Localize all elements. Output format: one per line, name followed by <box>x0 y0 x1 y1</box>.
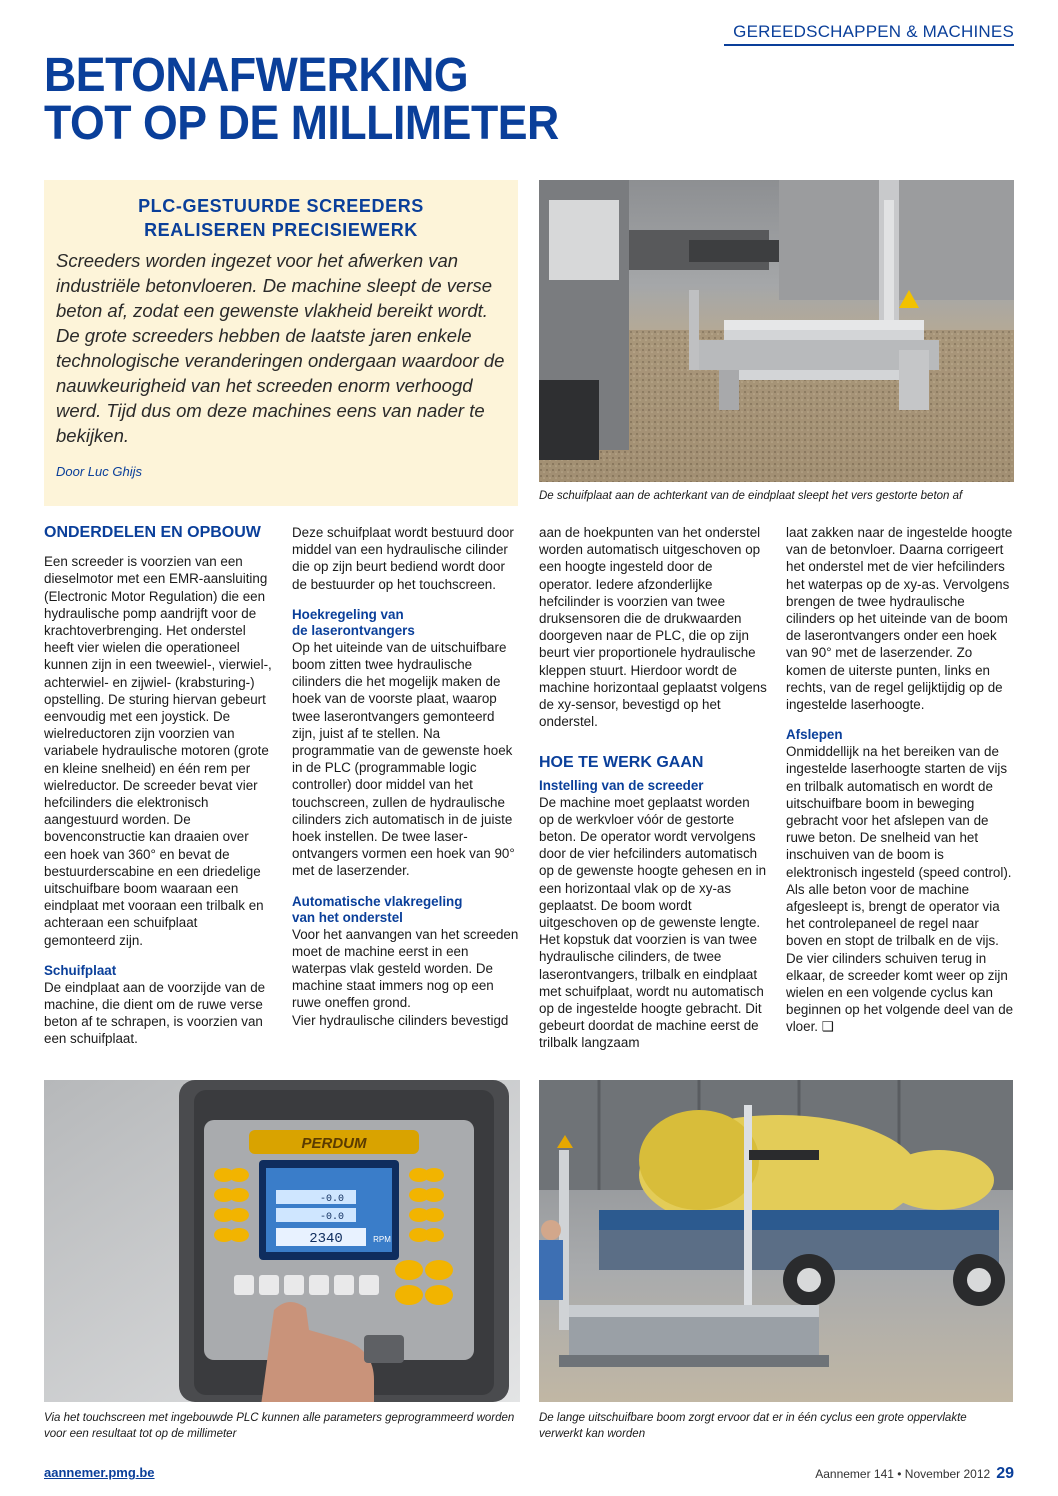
paragraph-instelling: De machine moet geplaatst worden op de werkvloer vóór de gestorte beton. De operator wordt vervolgens door de vier hefcilinders automatisch op de gewenste hoogte gehesen en in een horizontaal vlak op de xy-as geplaatst. De boom wordt uitgeschoven op de gewenste lengte. Het kopstuk dat voorzien is van twee hydraulische cilinders, de twee laserontvangers, trilbalk en eindplaat met schuifplaat, wordt nu automatisch op de ingestelde hoogte gebracht. Dit gebeurt doordat de machine eerst de trilbalk langzaam <box>539 794 767 1051</box>
footer-issue-text: Aannemer 141 • November 2012 <box>815 1467 991 1481</box>
section-rule <box>724 44 1014 46</box>
heading-vlakregeling <box>292 894 520 926</box>
paragraph-schuifplaat: De eindplaat aan de voorzijde van de machine, die dient om de ruwe verse beton af te schrapen, is voorzien van een schuifplaat. <box>44 979 266 1047</box>
heading-hoekregeling-line-2: de laserontvangers <box>292 622 415 638</box>
footer-issue <box>815 1465 1014 1483</box>
console-brand: PERDUM <box>301 1135 367 1152</box>
screen-value-1: -0.0 <box>319 1194 344 1205</box>
article-column-2 <box>292 524 520 1029</box>
heading-hoekregeling <box>292 607 520 639</box>
heading-hoekregeling-line-1: Hoekregeling van <box>292 606 404 622</box>
screed-plate-illustration <box>539 180 1014 482</box>
paragraph-col2-start: Deze schuifplaat wordt bestuurd door middel van een hydraulische cilinder die op zijn beurt bediend wordt door de bestuurder op het touchscreen. <box>292 525 514 592</box>
paragraph-vlakregeling-2: Vier hydraulische cilinders bevestigd <box>292 1012 509 1028</box>
photo-control-console <box>44 1080 520 1402</box>
section-label: GEREEDSCHAPPEN & MACHINES <box>733 22 1014 41</box>
article-column-1 <box>44 524 272 1048</box>
caption-bottom-left: Via het touchscreen met ingebouwde PLC kunnen alle parameters geprogrammeerd worden voor een resultaat tot op de millimeter <box>44 1412 515 1440</box>
footer-website-link[interactable]: aannemer.pmg.be <box>44 1465 155 1480</box>
heading-vlakregeling-line-2: van het onderstel <box>292 909 403 925</box>
heading-hoe-te-werk: HOE TE WERK GAAN <box>539 754 704 772</box>
page-title <box>44 49 621 150</box>
paragraph-vlakregeling: Voor het aanvangen van het screeden moet de machine eerst in een waterpas vlak gesteld worden. De machine staat immers nog op een ruwe oneffen grond. <box>292 926 519 1011</box>
paragraph-afslepen: Onmiddellijk na het bereiken van de ingestelde laserhoogte starten de vijs en trilbalk automatisch en wordt de uitschuifbare boom in beweging gebracht voor het afslepen van de ruwe beton. De snelheid van het inschuiven van de boom is elektronisch ingesteld (speed control). Als alle beton voor de machine afgesleept is, brengt de operator via het controlepaneel de regel naar boven en stopt de trilbalk en de vijs. De vier cilinders schuiven terug in elkaar, de screeder komt weer op zijn wielen en een volgende cyclus kan beginnen op het volgende deel van de vloer. ❑ <box>786 744 1014 1035</box>
intro-subtitle <box>56 194 506 242</box>
heading-vlakregeling-line-1: Automatische vlakregeling <box>292 893 463 909</box>
screen-value-2: -0.0 <box>319 1212 344 1223</box>
screen-rpm-unit: RPM <box>373 1235 391 1244</box>
screeder-truck-illustration <box>539 1080 1013 1402</box>
page-number: 29 <box>996 1465 1014 1482</box>
caption-bottom-right: De lange uitschuifbare boom zorgt ervoor dat er in één cyclus een grote oppervlakte verwerkt kan worden <box>539 1412 967 1440</box>
intro-subtitle-line-1: PLC-GESTUURDE SCREEDERS <box>138 196 424 216</box>
heading-afslepen: Afslepen <box>786 727 843 743</box>
title-line-1: BETONAFWERKING <box>44 49 469 102</box>
intro-box <box>44 180 518 506</box>
intro-subtitle-line-2: REALISEREN PRECISIEWERK <box>144 220 418 240</box>
paragraph-col4-start: laat zakken naar de ingestelde hoogte van de betonvloer. Daarna corrigeert het onderstel met de vier hefcilinders het waterpas op de xy-as. Vervolgens brengen de twee hydraulische cilinders op het uiteinde van de boom de laserontvangers onder een hoek van 90° met de laserzender. Zo komen de uiterste punten, links en rechts, van de regel gelijktijdig op de ingestelde laserhoogte. <box>786 525 1013 713</box>
title-line-2: TOT OP DE MILLIMETER <box>44 97 559 150</box>
heading-instelling: Instelling van de screeder <box>539 777 704 793</box>
heading-onderdelen: ONDERDELEN EN OPBOUW <box>44 524 261 541</box>
photo-screeder-truck <box>539 1080 1013 1402</box>
article-column-3 <box>539 524 767 1052</box>
photo-screed-plate <box>539 180 1014 482</box>
heading-schuifplaat: Schuifplaat <box>44 962 117 978</box>
intro-text: Screeders worden ingezet voor het afwerken van industriële betonvloeren. De machine sleept de verse beton af, zodat een gewenste vlakheid bereikt wordt. De grote screeders hebben de laatste jaren enkele technologische veranderingen ondergaan waardoor de nauwkeurigheid van het screeden enorm verhoogd werd. Tijd dus om deze machines eens van nader te bekijken. <box>56 250 505 446</box>
screen-rpm: 2340 <box>309 1231 343 1247</box>
paragraph-col3-start: aan de hoekpunten van het onderstel worden automatisch uitgeschoven op een hoogte ingesteld door de operator. Iedere afzonderlijke hefcilinder is voorzien van twee druksensoren die de drukwaarden doorgeven naar de PLC, die op zijn beurt vier proportionele hydraulische kleppen stuurt. Hierdoor wordt de machine horizontaal geplaatst volgens de xy-sensor, bevestigd op het onderstel. <box>539 525 767 730</box>
control-console-illustration <box>44 1080 520 1402</box>
caption-top: De schuifplaat aan de achterkant van de eindplaat sleept het vers gestorte beton af <box>539 490 963 502</box>
byline: Door Luc Ghijs <box>56 464 142 479</box>
paragraph-hoekregeling: Op het uiteinde van de uitschuifbare boom zitten twee hydraulische cilinders die het mogelijk maken de hoek van de voorste plaat, waarop twee laserontvangers gemonteerd zijn, juist af te stellen. Na programmatie van de gewenste hoek in de PLC (programmable logic controller) door middel van het touchscreen, zullen de hydraulische cilinders zich automatisch in de juiste hoek instellen. De twee laser- ontvangers vormen een hoek van 90° met de laserzender. <box>292 639 515 879</box>
paragraph-onderdelen: Een screeder is voorzien van een dieselmotor met een EMR-aansluiting (Electronic Motor Regulation) die een hydraulische pomp aandrijft voor de krachtoverbrenging. Het onderstel heeft vier wielen die operationeel kunnen zijn in een tweewiel-, vierwiel-, achterwiel- en zijwiel- (krabsturing-) opstelling. De sturing hiervan gebeurt eenvoudig met een joystick. De wielreductoren zijn voorzien van variabele hydraulische motoren (grote en kleine snelheid) en één rem per wielreductor. De screeder bevat vier hefcilinders die elektronisch aangestuurd worden. De bovenconstructie kan draaien over een hoek van 360° en bevat de bestuurderscabine en een driedelige uitschuifbare boom waaraan een eindplaat met vooraan een trilbalk en achteraan een schuifplaat gemonteerd zijn. <box>44 554 272 948</box>
article-column-4 <box>786 524 1014 1036</box>
